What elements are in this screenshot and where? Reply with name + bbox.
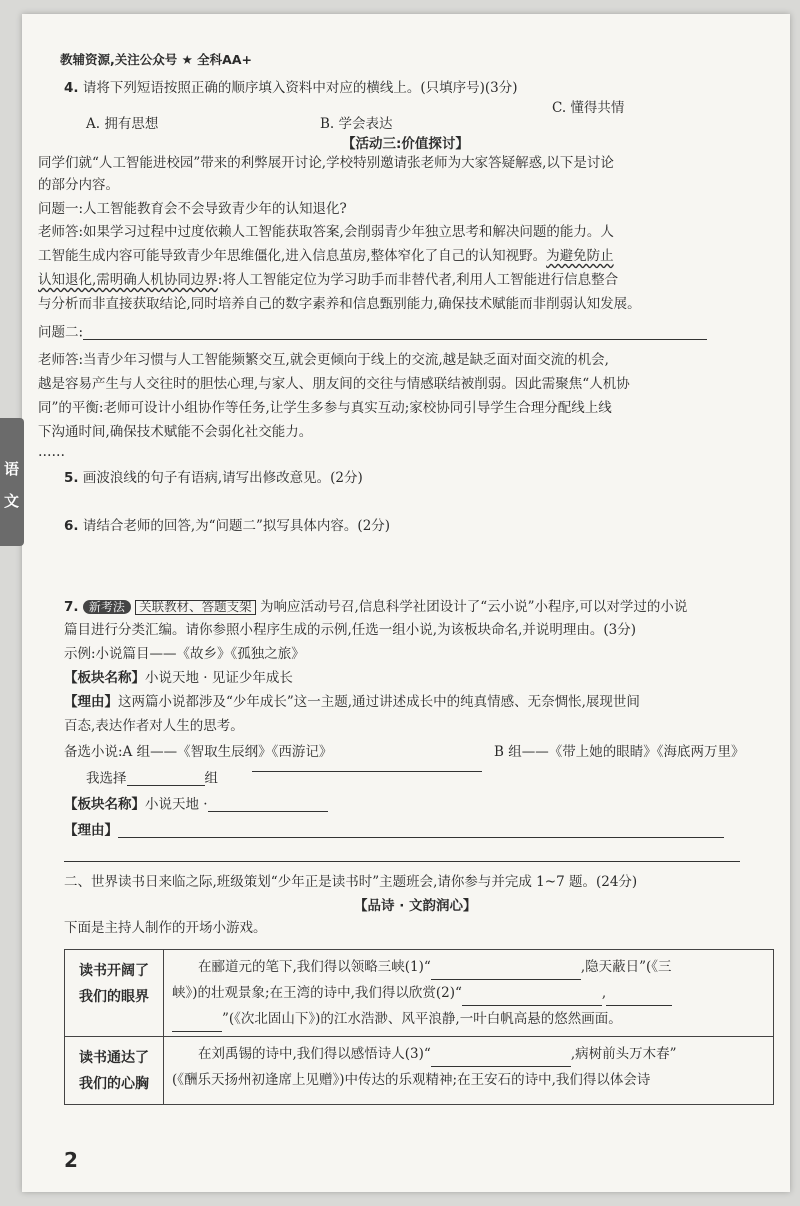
- row2-label: [65, 1037, 164, 1105]
- activity3-intro-1: 同学们就“人工智能进校园”带来的利弊展开讨论,学校特别邀请张老师为大家答疑解惑,以下是讨论: [38, 155, 614, 171]
- q4-option-b: B. 学会表达: [320, 116, 393, 132]
- blank-3[interactable]: [431, 1053, 571, 1067]
- row1-label: [65, 950, 164, 1037]
- row1-text-3: ”(《次北固山下》)的江水浩渺、风平浪静,一叶白帆高悬的悠然画面。: [222, 1011, 622, 1027]
- opening-game-table: [64, 949, 774, 1105]
- subject-tab-char-1: 语: [4, 460, 20, 478]
- q5-line: [64, 472, 363, 486]
- row1-line-2: 峡》)的壮观景象;在王湾的诗中,我们得以欣赏(2)“ ,: [172, 980, 765, 1006]
- answer-2-line-3: 同”的平衡:老师可设计小组协作等任务,让学生多参与真实互动;家校协同引导学生合理分配线上线: [38, 400, 612, 416]
- blank-2c[interactable]: [172, 1018, 222, 1032]
- answer-1-line-2-text: 工智能生成内容可能导致青少年思维僵化,进入信息茧房,整体窄化了自己的认知视野。: [38, 248, 547, 264]
- activity3-title: 【活动三:价值探讨】: [342, 136, 469, 152]
- wavy-sentence-part-1: 为避免防止: [546, 248, 614, 264]
- reason-blank-2[interactable]: [64, 848, 740, 862]
- q4-text: 请将下列短语按照正确的顺序填入资料中对应的横线上。(只填序号)(3分): [82, 80, 518, 96]
- wavy-sentence-part-2: 认知退化,需明确人机协同边界: [38, 272, 218, 288]
- reason-answer-line: [64, 824, 724, 838]
- q7-example: 示例:小说篇目——《故乡》《孤独之旅》: [64, 646, 305, 662]
- q5-text: 画波浪线的句子有语病,请写出修改意见。(2分): [82, 470, 363, 486]
- row2-line-2: (《酬乐天扬州初逢席上见赠》)中传达的乐观精神;在王安石的诗中,我们得以体会诗: [172, 1072, 651, 1088]
- page-number: 2: [64, 1148, 78, 1172]
- question-2-line: [38, 326, 707, 340]
- options-blank[interactable]: [252, 758, 482, 772]
- row1-line-3: [172, 1006, 765, 1032]
- reason-blank-1[interactable]: [118, 824, 724, 838]
- question-1: 问题一:人工智能教育会不会导致青少年的认知退化?: [38, 201, 347, 217]
- q4-number: 4.: [64, 80, 79, 96]
- group-label: 组: [204, 770, 218, 787]
- block-name-value: 小说天地 · 见证少年成长: [145, 670, 293, 686]
- q6-line: [64, 520, 390, 534]
- row1-label-line-2: 我们的眼界: [79, 989, 149, 1005]
- q5-number: 5.: [64, 470, 79, 486]
- reason-label-2: 【理由】: [64, 822, 118, 839]
- answer-2-line-1: 老师答:当青少年习惯与人工智能频繁交互,就会更倾向于线上的交流,越是缺乏面对面交流的机会,: [38, 352, 609, 368]
- row1-line-1: [172, 954, 765, 980]
- table-row: [65, 1037, 774, 1105]
- choose-label: 我选择: [86, 770, 127, 787]
- row1-text-1a: 在郦道元的笔下,我们得以领略三峡(1)“: [198, 959, 431, 975]
- options-b: B 组——《带上她的眼睛》《海底两万里》: [494, 744, 745, 760]
- q6-text: 请结合老师的回答,为“问题二”拟写具体内容。(2分): [82, 518, 391, 534]
- q7-number: 7.: [64, 599, 79, 615]
- block-name-prefix: 小说天地 ·: [145, 796, 208, 813]
- q7-text-1: 为响应活动号召,信息科学社团设计了“云小说”小程序,可以对学过的小说: [259, 599, 688, 615]
- blank-2a[interactable]: [462, 992, 602, 1006]
- question-2-blank[interactable]: [83, 326, 707, 340]
- q7-block-example: [64, 672, 293, 686]
- q7-text-2: 篇目进行分类汇编。请你参照小程序生成的示例,任选一组小说,为该板块命名,并说明理由。(3分): [64, 622, 636, 638]
- row2-content: [164, 1037, 774, 1105]
- block-name-answer-line: [64, 798, 328, 812]
- row1-label-line-1: 读书开阔了: [79, 963, 149, 979]
- answer-1-line-4: 与分析而非直接获取结论,同时培养自己的数字素养和信息甄别能力,确保技术赋能而非削弱认知发展。: [38, 296, 641, 312]
- activity3-intro-2: 的部分内容。: [38, 177, 119, 193]
- q4-line: [64, 82, 517, 96]
- answer-2-line-2: 越是容易产生与人交往时的胆怯心理,与家人、朋友间的交往与情感联结被削弱。因此需聚焦“人机协: [38, 376, 630, 392]
- new-exam-badge: 新考法: [83, 600, 131, 614]
- section-2-title: 二、世界读书日来临之际,班级策划“少年正是读书时”主题班会,请你参与并完成 1~7 题。(24分): [64, 874, 638, 890]
- q7-reason-example: [64, 696, 640, 710]
- ellipsis: ……: [38, 444, 65, 460]
- choose-blank[interactable]: [127, 772, 205, 786]
- answer-1-line-2: [38, 250, 614, 264]
- row2-line-1: [172, 1041, 765, 1067]
- block-name-label-2: 【板块名称】: [64, 796, 145, 813]
- header-watermark: 教辅资源,关注公众号 ★ 全科AA+: [60, 52, 252, 67]
- row2-label-line-1: 读书通达了: [79, 1050, 149, 1066]
- subject-tab: [0, 418, 24, 546]
- section-2-intro: 下面是主持人制作的开场小游戏。: [64, 920, 267, 936]
- blank-1[interactable]: [431, 966, 581, 980]
- row1-text-2: 峡》)的壮观景象;在王湾的诗中,我们得以欣赏(2)“: [172, 985, 462, 1001]
- options-a: 备选小说:A 组——《智取生辰纲》《西游记》: [64, 744, 333, 760]
- reason-label: 【理由】: [64, 694, 118, 710]
- question-2-label: 问题二:: [38, 324, 84, 341]
- answer-1-line-1: 老师答:如果学习过程中过度依赖人工智能获取答案,会削弱青少年独立思考和解决问题的能力。人: [38, 224, 614, 240]
- blank-2b[interactable]: [606, 992, 672, 1006]
- row2-label-line-2: 我们的心胸: [79, 1076, 149, 1092]
- reason-text-2: 百态,表达作者对人生的思考。: [64, 718, 244, 734]
- q7-tag: 关联教材、答题支架: [135, 600, 256, 615]
- q4-option-c: C. 懂得共情: [552, 100, 625, 116]
- q4-option-a: A. 拥有思想: [86, 116, 159, 132]
- reason-text-1: 这两篇小说都涉及“少年成长”这一主题,通过讲述成长中的纯真情感、无奈惆怅,展现世间: [118, 694, 640, 710]
- row2-text-1: 在刘禹锡的诗中,我们得以感悟诗人(3)“: [198, 1046, 431, 1062]
- row1-content: [164, 950, 774, 1037]
- row1-text-1b: ,隐天蔽日”(《三: [580, 959, 672, 975]
- subject-tab-char-2: 文: [4, 492, 20, 510]
- answer-2-line-4: 下沟通时间,确保技术赋能不会弱化社交能力。: [38, 424, 313, 440]
- q7-line-1: [64, 600, 687, 615]
- table-row: [65, 950, 774, 1037]
- section-2-sub: 【品诗 · 文韵润心】: [354, 898, 477, 914]
- choose-line: [86, 772, 218, 786]
- block-name-label: 【板块名称】: [64, 670, 145, 686]
- answer-1-line-3: [38, 274, 618, 288]
- answer-1-line-3-text: :将人工智能定位为学习助手而非替代者,利用人工智能进行信息整合: [217, 272, 619, 288]
- exam-page: [22, 14, 790, 1192]
- block-name-blank[interactable]: [208, 798, 328, 812]
- row2-text-1b: ,病树前头万木春”: [570, 1046, 677, 1062]
- q6-number: 6.: [64, 518, 79, 534]
